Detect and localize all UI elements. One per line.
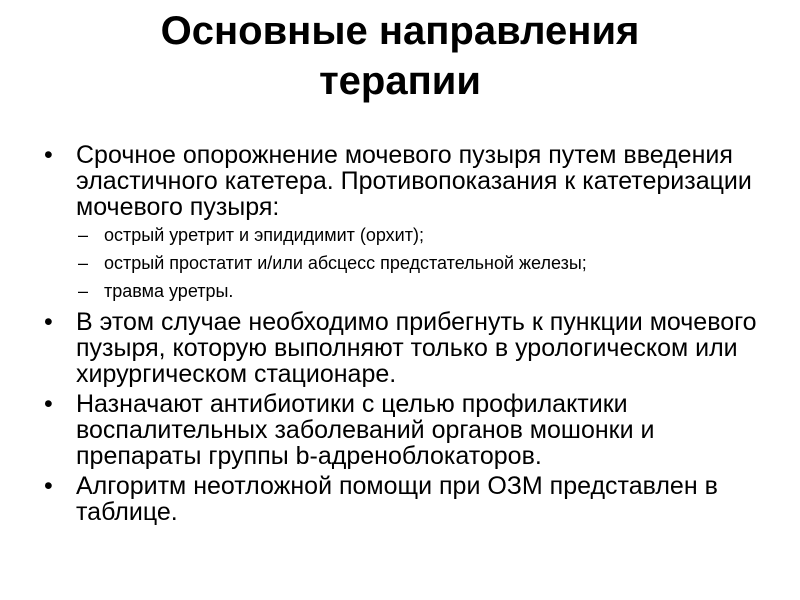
contraindications-list bbox=[40, 224, 760, 303]
dash-marker: – bbox=[78, 225, 89, 245]
dash-marker: – bbox=[78, 253, 89, 273]
slide-title bbox=[0, 6, 800, 106]
title-line-2: терапии bbox=[319, 59, 481, 103]
dash-marker: – bbox=[78, 281, 89, 301]
bullet-item-catheter bbox=[40, 142, 760, 220]
bullet-marker: • bbox=[44, 141, 53, 169]
bullet-item-puncture bbox=[40, 309, 760, 387]
bullet-marker: • bbox=[44, 308, 53, 336]
bullet-text: В этом случае необходимо прибегнуть к пункции мочевого пузыря, которую выполняют только в урологическом или хирургическом стационаре. bbox=[76, 308, 757, 388]
sub-item-text: острый простатит и/или абсцесс предстательной железы; bbox=[104, 253, 587, 273]
sub-item bbox=[40, 280, 760, 303]
bullet-text: Срочное опорожнение мочевого пузыря путем введения эластичного катетера. Противопоказания к катетеризации мочевого пузыря: bbox=[76, 141, 752, 221]
bullet-marker: • bbox=[44, 472, 53, 500]
bullet-marker: • bbox=[44, 390, 53, 418]
bullet-item-antibiotics bbox=[40, 391, 760, 469]
sub-item-text: травма уретры. bbox=[104, 281, 234, 301]
sub-item-text: острый уретрит и эпидидимит (орхит); bbox=[104, 225, 424, 245]
bullet-list bbox=[40, 142, 760, 529]
title-line-1: Основные направления bbox=[160, 9, 640, 53]
bullet-text: Назначают антибиотики с целью профилактики воспалительных заболеваний органов мошонки и препараты группы b-адреноблокаторов. bbox=[76, 390, 655, 470]
sub-item bbox=[40, 224, 760, 247]
bullet-text: Алгоритм неотложной помощи при ОЗМ представлен в таблице. bbox=[76, 472, 718, 526]
bullet-item-algorithm bbox=[40, 473, 760, 525]
sub-item bbox=[40, 252, 760, 275]
